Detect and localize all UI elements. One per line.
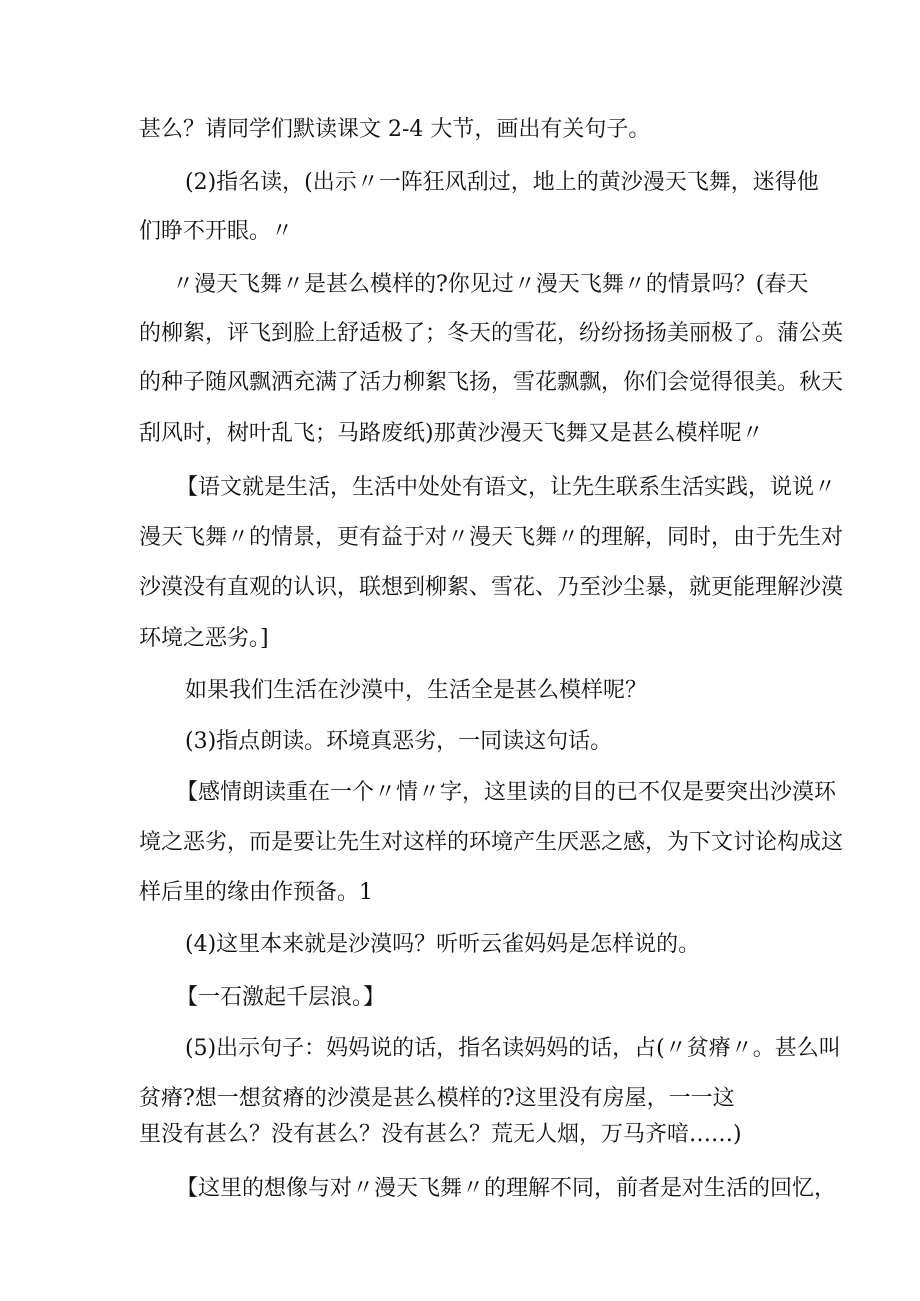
text-line-21: 里没有甚么？没有甚么？没有甚么？荒无人烟，万马齐喑……) <box>139 1122 742 1147</box>
text-line-6: 的种子随风飘洒充满了活力柳絮飞扬，雪花飘飘，你们会觉得很美。秋天 <box>139 370 844 395</box>
text-line-15: 境之恶劣，而是要让先生对这样的环境产生厌恶之感，为下文讨论构成这 <box>139 830 844 855</box>
text-line-14: 【感情朗读重在一个〃情〃字，这里读的目的已不仅是要突出沙漠环 <box>176 780 837 805</box>
text-line-16: 样后里的缘由作预备。1 <box>139 880 373 905</box>
text-line-13: (3)指点朗读。环境真恶劣，一同读这句话。 <box>185 729 613 754</box>
text-line-9: 漫天飞舞〃的情景，更有益于对〃漫天飞舞〃的理解，同时，由于先生对 <box>139 525 844 550</box>
text-line-5: 的柳絮，评飞到脸上舒适极了；冬天的雪花，纷纷扬扬美丽极了。蒲公英 <box>139 321 844 346</box>
text-line-22: 【这里的想像与对〃漫天飞舞〃的理解不同，前者是对生活的回忆， <box>176 1176 837 1201</box>
text-line-8: 【语文就是生活，生活中处处有语文，让先生联系生活实践，说说〃 <box>176 475 837 500</box>
text-line-10: 沙漠没有直观的认识，联想到柳絮、雪花、乃至沙尘暴，就更能理解沙漠 <box>139 575 844 600</box>
text-line-20: 贫瘠?想一想贫瘠的沙漠是甚么模样的?这里没有房屋，一一这 <box>139 1086 735 1111</box>
text-line-19: (5)出示句子：妈妈说的话，指名读妈妈的话，占(〃贫瘠〃。甚么叫 <box>185 1036 841 1061</box>
text-line-3: 们睁不开眼。〃 <box>139 219 294 244</box>
text-line-17: (4)这里本来就是沙漠吗？听听云雀妈妈是怎样说的。 <box>185 932 701 957</box>
text-line-7: 刮风时，树叶乱飞；马路废纸)那黄沙漫天飞舞又是甚么模样呢〃 <box>139 421 764 446</box>
text-line-2: (2)指名读，(出示〃一阵狂风刮过，地上的黄沙漫天飞舞，迷得他 <box>185 170 819 195</box>
text-line-1: 甚么？请同学们默读课文 2-4 大节，画出有关句子。 <box>139 117 651 142</box>
text-line-11: 环境之恶劣。] <box>139 626 269 651</box>
text-line-4: 〃漫天飞舞〃是甚么模样的?你见过〃漫天飞舞〃的情景吗？(春天 <box>172 272 809 297</box>
text-line-12: 如果我们生活在沙漠中，生活全是甚么模样呢？ <box>185 678 648 703</box>
text-line-18: 【一石激起千层浪。】 <box>176 985 386 1010</box>
